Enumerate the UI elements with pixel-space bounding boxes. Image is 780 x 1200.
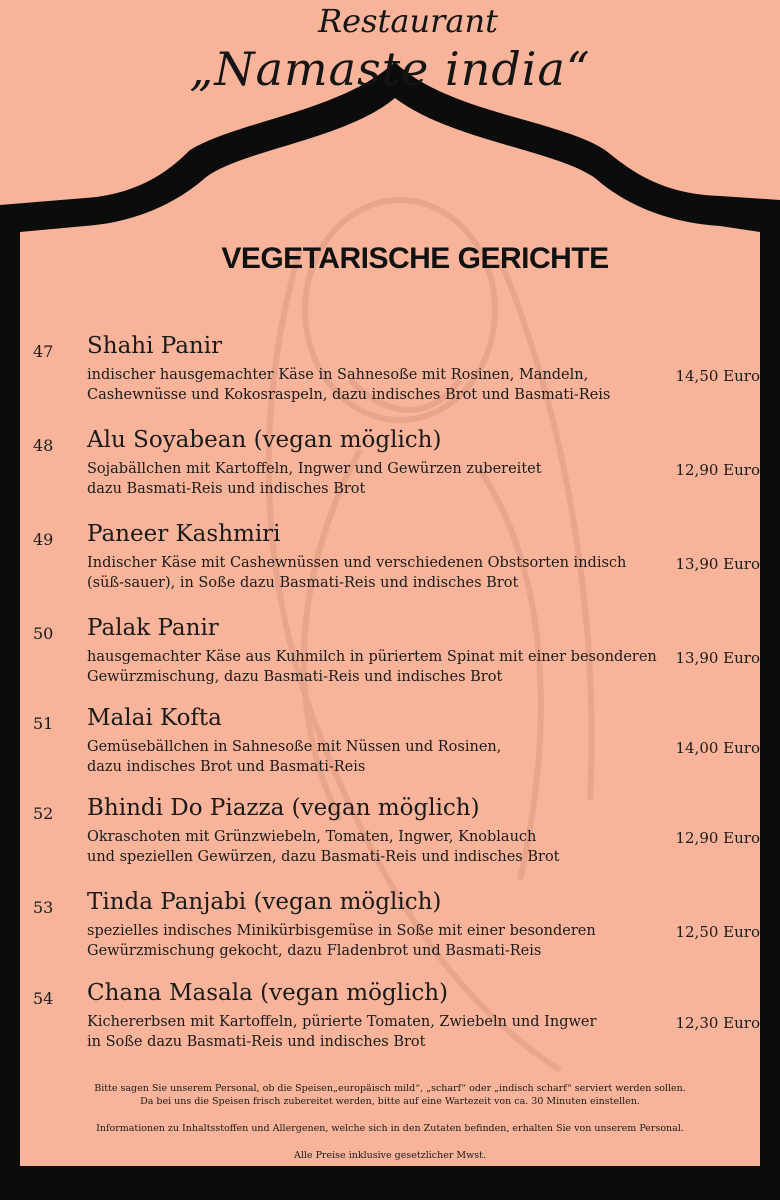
item-price: 12,90 Euro [675,461,760,479]
item-price: 13,90 Euro [675,555,760,573]
tax-note: Alle Preise inklusive gesetzlicher Mwst. [294,1150,486,1161]
item-number: 49 [33,530,54,549]
item-description: Kichererbsen mit Kartoffeln, pürierte Tomaten, Zwiebeln und Ingwer in Soße dazu Basmati-Reis und indisches Brot [87,1014,597,1050]
item-name: Tinda Panjabi (vegan möglich) [87,889,442,915]
item-name: Palak Panir [87,615,219,641]
item-price: 13,90 Euro [675,649,760,667]
item-name: Paneer Kashmiri [87,521,281,547]
header-restaurant-name: „Namaste india“ [189,42,591,96]
item-number: 47 [33,342,54,361]
spice-note: Bitte sagen Sie unserem Personal, ob die Speisen„europäisch mild“, „scharf“ oder „indisch scharf“ serviert werden sollen. Da bei uns die Speisen frisch zubereitet werden, bitte auf eine Wartezeit von ca. 30 Minuten einstellen. [94,1083,686,1107]
item-description: spezielles indisches Minikürbisgemüse in Soße mit einer besonderen Gewürzmischung gekocht, dazu Fladenbrot und Basmati-Reis [87,923,596,959]
item-name: Alu Soyabean (vegan möglich) [87,427,442,453]
item-name: Chana Masala (vegan möglich) [87,980,449,1006]
footer-notes [0,1082,780,1176]
item-price: 14,50 Euro [675,367,760,385]
item-price: 14,00 Euro [675,739,760,757]
item-number: 54 [33,989,54,1008]
item-description: Gemüsebällchen in Sahnesoße mit Nüssen und Rosinen, dazu indisches Brot und Basmati-Reis [87,739,502,775]
item-name: Shahi Panir [87,333,223,359]
item-name: Malai Kofta [87,705,222,731]
section-title: VEGETARISCHE GERICHTE [221,242,609,275]
item-price: 12,50 Euro [675,923,760,941]
allergen-note: Informationen zu Inhaltsstoffen und Allergenen, welche sich in den Zutaten befinden, erhalten Sie von unserem Personal. [96,1123,684,1134]
item-number: 50 [33,624,54,643]
item-number: 52 [33,804,54,823]
item-description: Sojabällchen mit Kartoffeln, Ingwer und Gewürzen zubereitet dazu Basmati-Reis und indisches Brot [87,461,542,497]
item-description: Okraschoten mit Grünzwiebeln, Tomaten, Ingwer, Knoblauch und speziellen Gewürzen, dazu Basmati-Reis und indisches Brot [87,829,560,865]
item-price: 12,90 Euro [675,829,760,847]
item-description: indischer hausgemachter Käse in Sahnesoße mit Rosinen, Mandeln, Cashewnüsse und Kokosraspeln, dazu indisches Brot und Basmati-Reis [87,367,611,403]
item-number: 51 [33,714,54,733]
item-description: Indischer Käse mit Cashewnüssen und verschiedenen Obstsorten indisch (süß-sauer), in Soße dazu Basmati-Reis und indisches Brot [87,555,627,591]
item-price: 12,30 Euro [675,1014,760,1032]
item-number: 48 [33,436,54,455]
header-restaurant-label: Restaurant [318,2,498,40]
item-description: hausgemachter Käse aus Kuhmilch in püriertem Spinat mit einer besonderen Gewürzmischung, dazu Basmati-Reis und indisches Brot [87,649,657,685]
item-name: Bhindi Do Piazza (vegan möglich) [87,795,480,821]
frame-bottom-bar [0,1166,780,1188]
item-number: 53 [33,898,54,917]
